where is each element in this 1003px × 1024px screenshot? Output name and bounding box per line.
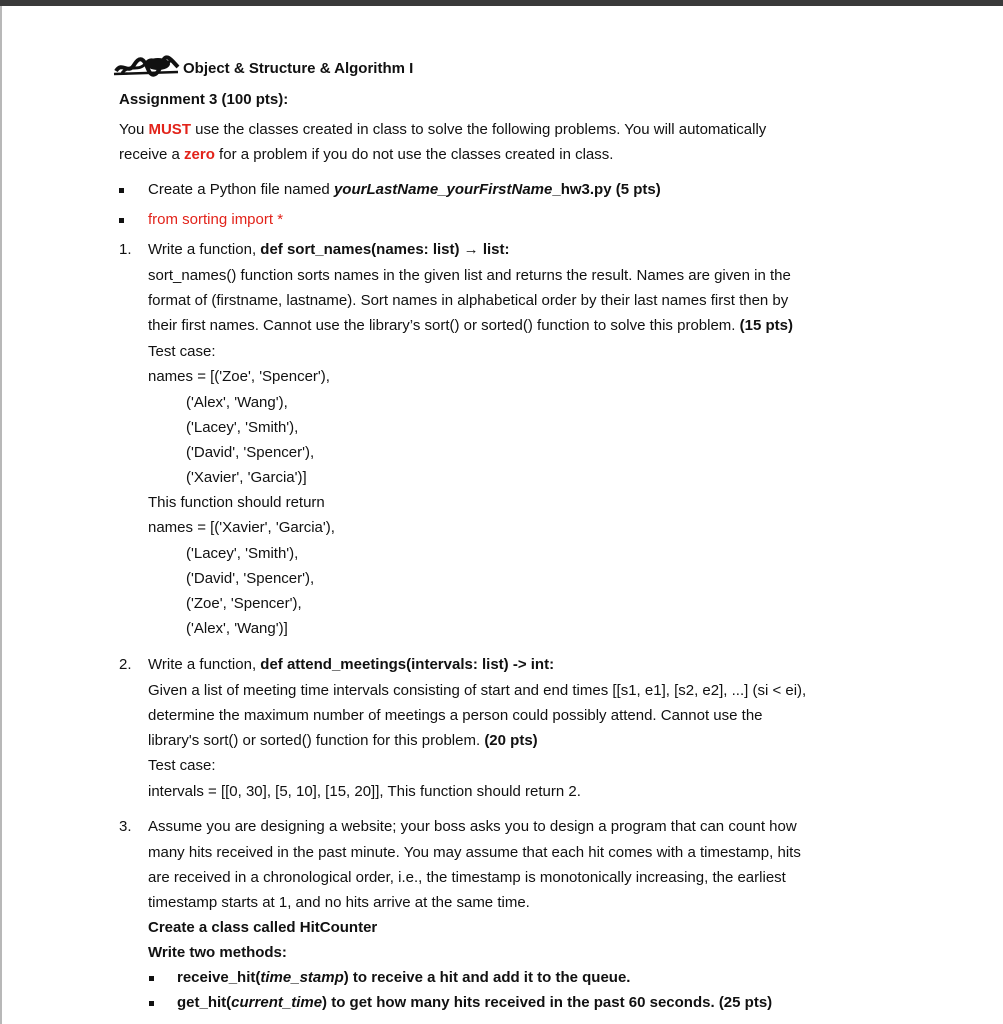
- bullet-square-icon: [119, 188, 124, 193]
- problem-2-desc-3: [148, 731, 538, 751]
- method-name: get_hit(: [177, 994, 232, 1011]
- problem-2-example: intervals = [[0, 30], [5, 10], [15, 20]], This function should return 2.: [148, 783, 581, 800]
- title-text: Write a function,: [148, 241, 261, 258]
- test-output-line: ('Lacey', 'Smith'),: [186, 545, 299, 562]
- intro-line-2: [119, 145, 613, 165]
- test-output-line: ('Zoe', 'Spencer'),: [186, 595, 302, 612]
- method-desc: ) to receive a hit and add it to the queue.: [343, 969, 631, 986]
- test-input-line: ('Alex', 'Wang'),: [186, 394, 288, 411]
- problem-2-number: 2.: [119, 656, 132, 673]
- intro-line-1: [119, 120, 766, 140]
- must-emphasis: MUST: [148, 121, 191, 138]
- test-input-line: names = [('Zoe', 'Spencer'),: [148, 368, 330, 385]
- problem-3-desc-3: are received in a chronological order, i.e., the timestamp is monotonically increasing, the earliest: [148, 869, 786, 886]
- test-input-line: ('David', 'Spencer'),: [186, 444, 315, 461]
- problem-1-desc-1: sort_names() function sorts names in the given list and returns the result. Names are given in the: [148, 267, 791, 284]
- redaction-scribble: [112, 55, 180, 77]
- intro-text: use the classes created in class to solve the following problems. You will automatically: [190, 121, 767, 138]
- zero-emphasis: zero: [184, 146, 215, 163]
- function-signature: def attend_meetings(intervals: list) -> int:: [260, 656, 555, 673]
- window-top-border: [0, 0, 1003, 6]
- file-name: yourLastName_yourFirstName: [333, 181, 553, 198]
- assignment-title: Assignment 3 (100 pts):: [119, 91, 289, 108]
- problem-3-class-line: Create a class called HitCounter: [148, 919, 378, 936]
- method-receive-hit: [177, 968, 630, 988]
- problem-1-desc-3: [148, 316, 793, 336]
- points: (15 pts): [739, 317, 793, 334]
- method-arg: current_time: [231, 994, 323, 1011]
- problem-1-return-label: This function should return: [148, 494, 325, 511]
- desc-text: their first names. Cannot use the library’s sort() or sorted() function to solve this problem.: [148, 317, 740, 334]
- file-extension: _hw3.py (5 pts): [552, 181, 661, 198]
- test-output-line: ('Alex', 'Wang')]: [186, 620, 288, 637]
- function-signature: def sort_names(names: list) → list:: [260, 241, 510, 258]
- method-name: receive_hit(: [177, 969, 261, 986]
- test-output-line: ('David', 'Spencer'),: [186, 570, 315, 587]
- title-text: Write a function,: [148, 656, 261, 673]
- intro-text: You: [119, 121, 149, 138]
- bullet-text: Create a Python file named: [148, 181, 334, 198]
- test-input-line: ('Lacey', 'Smith'),: [186, 419, 299, 436]
- test-input-line: ('Xavier', 'Garcia')]: [186, 469, 307, 486]
- test-output-line: names = [('Xavier', 'Garcia'),: [148, 519, 335, 536]
- problem-1-title: [148, 240, 510, 260]
- method-desc: ) to get how many hits received in the past 60 seconds. (25 pts): [322, 994, 773, 1011]
- problem-1-desc-2: format of (firstname, lastname). Sort names in alphabetical order by their last names first then by: [148, 292, 789, 309]
- bullet-create-file: [148, 180, 661, 200]
- intro-text: for a problem if you do not use the classes created in class.: [214, 146, 614, 163]
- course-title: Object & Structure & Algorithm I: [183, 60, 414, 77]
- problem-2-desc-1: Given a list of meeting time intervals consisting of start and end times [[s1, e1], [s2, e2], ...] (si < ei),: [148, 682, 807, 699]
- method-arg: time_stamp: [260, 969, 344, 986]
- problem-3-methods-line: Write two methods:: [148, 944, 287, 961]
- problem-2-title: [148, 655, 554, 675]
- bullet-square-icon: [149, 1001, 154, 1006]
- problem-3-desc-2: many hits received in the past minute. You may assume that each hit comes with a timestamp, hits: [148, 844, 801, 861]
- problem-1-number: 1.: [119, 241, 132, 258]
- points: (20 pts): [484, 732, 538, 749]
- problem-2-desc-2: determine the maximum number of meetings a person could possibly attend. Cannot use the: [148, 707, 763, 724]
- problem-3-number: 3.: [119, 818, 132, 835]
- problem-3-desc-1: Assume you are designing a website; your boss asks you to design a program that can count how: [148, 818, 797, 835]
- bullet-square-icon: [119, 218, 124, 223]
- bullet-square-icon: [149, 976, 154, 981]
- problem-2-test-label: Test case:: [148, 757, 216, 774]
- problem-3-desc-4: timestamp starts at 1, and no hits arrive at the same time.: [148, 894, 530, 911]
- bullet-import: from sorting import *: [148, 211, 284, 228]
- intro-text: receive a: [119, 146, 185, 163]
- page-left-edge: [0, 6, 2, 1024]
- desc-text: library's sort() or sorted() function for this problem.: [148, 732, 485, 749]
- problem-1-test-label: Test case:: [148, 343, 216, 360]
- method-get-hit: [177, 993, 772, 1013]
